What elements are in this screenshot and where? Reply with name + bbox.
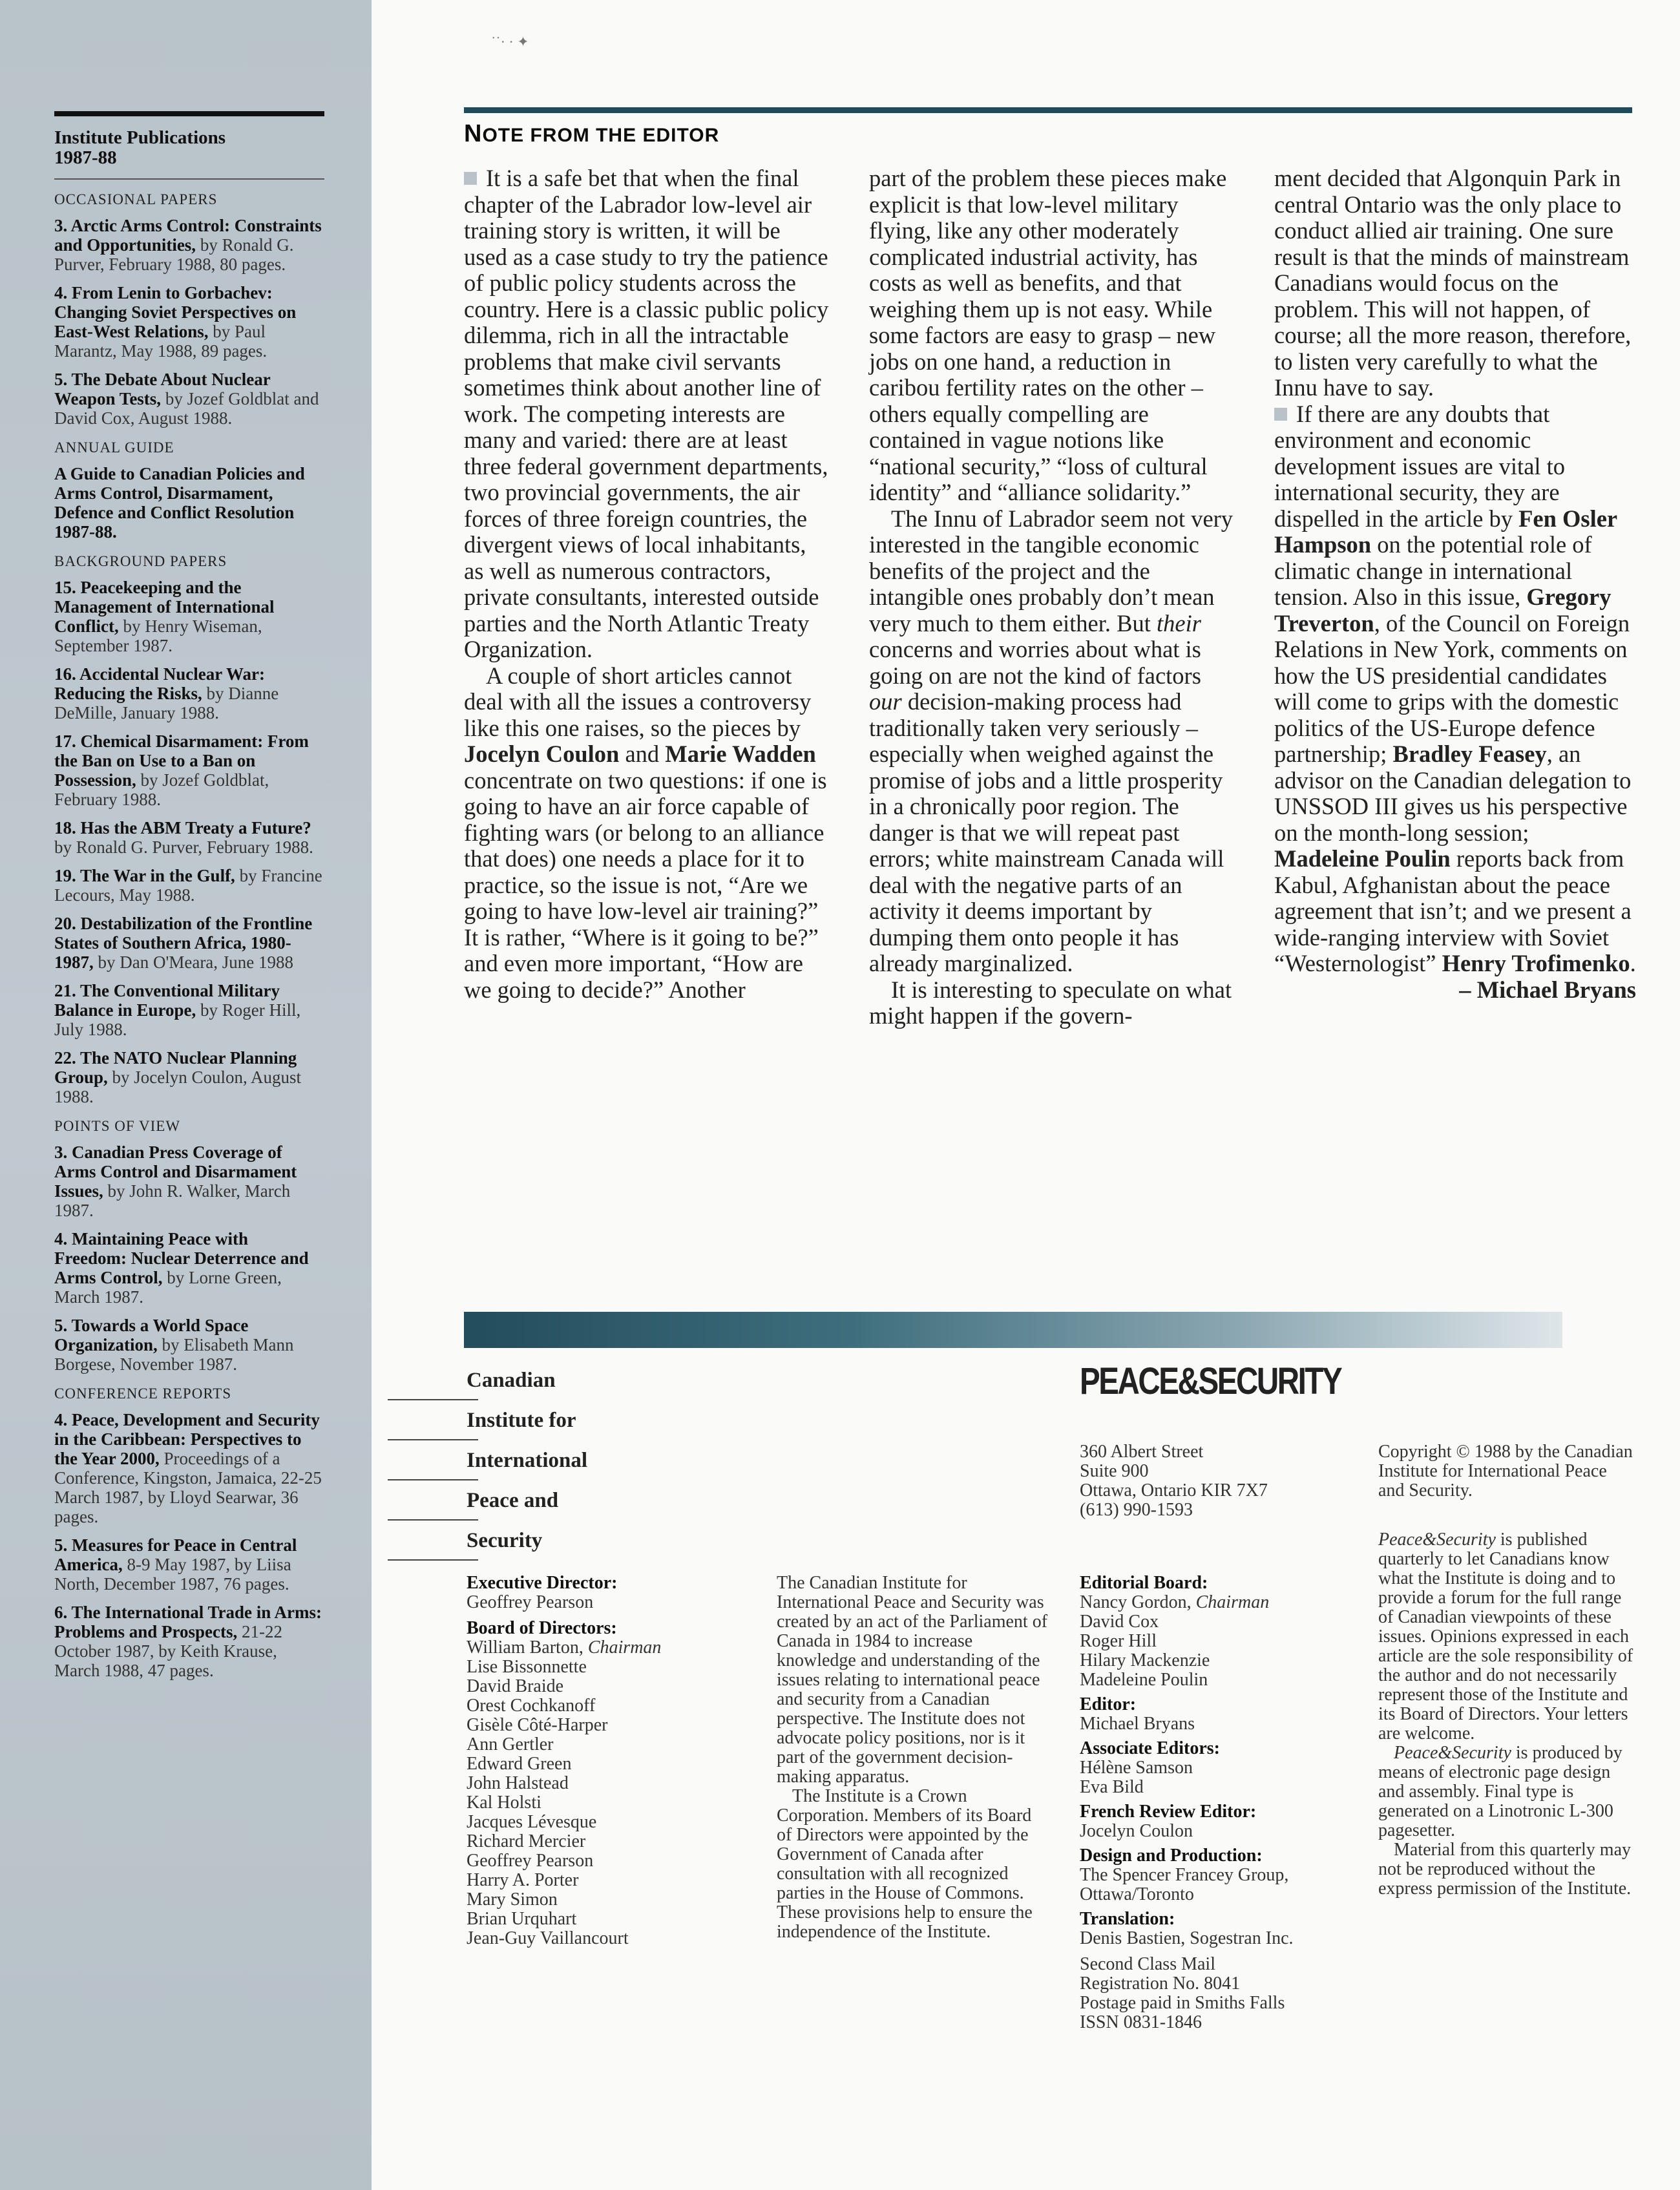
- institute-name-line: [388, 1524, 601, 1564]
- assoc-list: [1080, 1758, 1364, 1797]
- board-member: Jacques Lévesque: [467, 1812, 597, 1832]
- board-label: Board of Directors:: [467, 1618, 617, 1638]
- publication-title: 17. Chemical Disarmament: From the Ban on Use to a Ban on Possession,: [54, 732, 309, 790]
- board-member: John Halstead: [467, 1773, 569, 1793]
- text: reports back from Kabul, Afghanistan about the peace agreement that isn’t; and we present a wide-ranging interview with Soviet “Westernologist”: [1274, 845, 1632, 976]
- institute-name-text: Security: [467, 1529, 543, 1552]
- sidebar-title: [54, 128, 324, 168]
- paragraph: [464, 663, 829, 1004]
- mail-info: [1080, 1955, 1364, 2032]
- exec-label: Executive Director:: [467, 1573, 618, 1593]
- paragraph: [869, 165, 1234, 506]
- mail-line: Registration No. 8041: [1080, 1974, 1241, 1994]
- address-line: Suite 900: [1080, 1461, 1149, 1481]
- publication-item: [54, 464, 324, 542]
- publication-details: by Paul Marantz, May 1988, 89 pages.: [54, 322, 268, 361]
- emphasis: our: [869, 688, 902, 715]
- author-name: Marie Wadden: [665, 741, 816, 767]
- article-column-2: [869, 165, 1234, 1029]
- about-block: [777, 1574, 1048, 1942]
- sidebar-section-heading: CONFERENCE REPORTS: [54, 1385, 232, 1402]
- institute-underline: [388, 1479, 478, 1480]
- text: The Innu of Labrador seem not very interested in the tangible economic benefits of the project and the intangible ones probably don’t mean very much to them either. But: [869, 505, 1234, 637]
- translation-label: Translation:: [1080, 1909, 1175, 1929]
- scan-mark: ˙˙· · ✦: [491, 34, 529, 50]
- board-member: Kal Holsti: [467, 1793, 541, 1813]
- publication-item: [54, 1410, 324, 1526]
- board-chair: [467, 1638, 738, 1658]
- institute-name-text: Institute for: [467, 1409, 576, 1432]
- paragraph: [1274, 165, 1636, 401]
- publication-details: by Dan O'Meara, June 1988: [93, 953, 294, 972]
- heading-initial: N: [464, 120, 483, 147]
- publication-item: [54, 866, 324, 905]
- publication-details: by Elisabeth Mann Borgese, November 1987.: [54, 1335, 294, 1374]
- editor-label: Editor:: [1080, 1694, 1137, 1714]
- publication-title: A Guide to Canadian Policies and Arms Control, Disarmament, Defence and Conflict Resolution 1987-88.: [54, 464, 305, 542]
- text: William Barton,: [467, 1637, 583, 1658]
- publication-details: 8-9 May 1987, by Liisa North, December 1987, 76 pages.: [54, 1555, 291, 1594]
- publication-title: 5. Towards a World Space Organization,: [54, 1316, 249, 1354]
- author-name: Jocelyn Coulon: [464, 741, 620, 767]
- publication-note: [1378, 1530, 1637, 1743]
- french-label: French Review Editor:: [1080, 1802, 1257, 1822]
- publication-title: Peace&Security: [1378, 1530, 1496, 1550]
- publication-item: [54, 1229, 324, 1307]
- mail-line: Second Class Mail: [1080, 1954, 1215, 1974]
- editorial-member: Madeleine Poulin: [1080, 1670, 1208, 1690]
- text: is produced by means of electronic page design and assembly. Final type is generated on a Linotronic L-300 pagesetter.: [1378, 1743, 1622, 1840]
- publication-item: [54, 664, 324, 722]
- sidebar: [0, 0, 372, 2190]
- associate-editor: Hélène Samson: [1080, 1758, 1193, 1778]
- publication-item: [54, 981, 324, 1039]
- publication-title: 4. From Lenin to Gorbachev: Changing Soviet Perspectives on East-West Relations,: [54, 283, 297, 341]
- institute-name-text: Peace and: [467, 1489, 559, 1512]
- paragraph: [1274, 401, 1636, 977]
- publication-details: by Jozef Goldblat and David Cox, August 1988.: [54, 389, 319, 428]
- signature: – Michael Bryans: [1459, 976, 1636, 1003]
- text: ment decided that Algonquin Park in central Ontario was the only place to conduct allied air training. One sure result is that the minds of mainstream Canadians would focus on the problem. This will not happen, of course; all the more reason, therefore, to listen very carefully to what the Innu have to say.: [1274, 165, 1632, 401]
- role: Chairman: [1195, 1592, 1270, 1612]
- translation-name: Denis Bastien, Sogestran Inc.: [1080, 1928, 1294, 1948]
- publication-title: 19. The War in the Gulf,: [54, 866, 235, 885]
- publication-item: [54, 370, 324, 428]
- author-name: Fen Osler Hampson: [1274, 505, 1617, 558]
- paragraph: [869, 977, 1234, 1029]
- publication-item: [54, 732, 324, 809]
- institute-name-line: [388, 1404, 601, 1444]
- publication-details: by Lorne Green, March 1987.: [54, 1268, 282, 1307]
- board-member: Lise Bissonnette: [467, 1657, 587, 1677]
- publication-title: 4. Peace, Development and Security in the Caribbean: Perspectives to the Year 2000,: [54, 1410, 320, 1468]
- publication-title: 6. The International Trade in Arms: Problems and Prospects,: [54, 1603, 322, 1641]
- design-list: [1080, 1866, 1364, 1904]
- heading-rest: OTE FROM THE EDITOR: [482, 125, 720, 146]
- institute-name-line: [388, 1363, 601, 1404]
- emphasis: their: [1157, 609, 1201, 637]
- article-heading: [464, 120, 719, 148]
- editorial-list: [1080, 1612, 1364, 1690]
- publication-title: 21. The Conventional Military Balance in Europe,: [54, 981, 280, 1020]
- publication-item: [54, 1316, 324, 1374]
- institute-name-text: International: [467, 1449, 588, 1472]
- publication-title: 20. Destabilization of the Frontline States of Southern Africa, 1980-1987,: [54, 914, 313, 972]
- paragraph-bullet-icon: [464, 172, 477, 185]
- board-member: Mary Simon: [467, 1890, 558, 1910]
- board-member: Geoffrey Pearson: [467, 1851, 594, 1871]
- author-name: Henry Trofimenko: [1442, 950, 1630, 976]
- author-name: Bradley Feasey: [1392, 741, 1547, 767]
- publication-item: [54, 818, 324, 857]
- publication-details: by Francine Lecours, May 1988.: [54, 866, 322, 905]
- board-member: Jean-Guy Vaillancourt: [467, 1928, 629, 1948]
- publication-item: [54, 1142, 324, 1220]
- publication-title: Peace&Security: [1394, 1743, 1511, 1763]
- publication-item: [54, 1535, 324, 1594]
- text: concerns and worries about what is going on are not the kind of factors: [869, 636, 1201, 689]
- publications-list: [54, 111, 324, 1689]
- sidebar-title-line: Institute Publications: [54, 127, 226, 148]
- institute-name-line: [388, 1444, 601, 1484]
- publication-details: by Ronald G. Purver, February 1988.: [54, 837, 313, 857]
- publication-details: by Roger Hill, July 1988.: [54, 1000, 301, 1039]
- publication-item: [54, 216, 324, 274]
- publication-item: [54, 1603, 324, 1680]
- heading-rule: [464, 107, 1632, 113]
- publication-details: Proceedings of a Conference, Kingston, Jamaica, 22-25 March 1987, by Lloyd Searwar, 36 pages.: [54, 1449, 322, 1526]
- paragraph: [869, 506, 1234, 977]
- paragraph-bullet-icon: [1274, 408, 1287, 421]
- text: , of the Council on Foreign Relations in New York, comments on how the US presidential candidates will come to grips with the domestic politics of the US-Europe defence partnership;: [1274, 609, 1630, 767]
- board-member: Edward Green: [467, 1754, 572, 1774]
- institute-name: [388, 1363, 601, 1564]
- sidebar-section-heading: BACKGROUND PAPERS: [54, 553, 227, 569]
- mail-line: ISSN 0831-1846: [1080, 2012, 1202, 2032]
- publication-details: by Ronald G. Purver, February 1988, 80 pages.: [54, 235, 294, 274]
- publication-title: 5. The Debate About Nuclear Weapon Tests,: [54, 370, 271, 408]
- publication-details: by Jozef Goldblat, February 1988.: [54, 770, 269, 809]
- mail-line: Postage paid in Smiths Falls: [1080, 1993, 1285, 2013]
- text: Nancy Gordon,: [1080, 1592, 1192, 1612]
- publication-details: 21-22 October 1987, by Keith Krause, March 1988, 47 pages.: [54, 1622, 282, 1680]
- editorial-block: [1080, 1574, 1364, 2032]
- article-column-1: [464, 165, 829, 1003]
- publication-item: [54, 578, 324, 655]
- sidebar-section-heading: ANNUAL GUIDE: [54, 439, 174, 456]
- publication-item: [54, 283, 324, 361]
- editorial-chair: [1080, 1593, 1364, 1612]
- publication-logo: PEACE&SECURITY: [1080, 1360, 1341, 1402]
- design-credit: Ottawa/Toronto: [1080, 1884, 1194, 1904]
- editorial-member: David Cox: [1080, 1612, 1159, 1632]
- text: , an advisor on the Canadian delegation to UNSSOD III gives us his perspective on the month-long session;: [1274, 741, 1632, 846]
- institute-underline: [388, 1399, 478, 1400]
- publication-title: 16. Accidental Nuclear War: Reducing the Risks,: [54, 664, 265, 703]
- text: concentrate on two questions: if one is going to have an air force capable of fighting wars (or belong to an alliance that does) one needs a place for it to practice, so the issue is not, “Are we going to have low-level air training?” It is rather, “Where is it going to be?” and even more important, “How are we going to decide?” Another: [464, 766, 827, 1003]
- text: It is a safe bet that when the final chapter of the Labrador low-level air training story is written, it will be used as a case study to try the patience of public policy students across the country. Here is a classic public policy dilemma, rich in all the intractable problems that make civil servants sometimes think about another line of work. The competing interests are many and varied: there are at least three federal government departments, two provincial governments, the air forces of three foreign countries, the divergent views of local inhabitants, as well as numerous contractors, private consultants, interested outside parties and the North Atlantic Treaty Organization.: [464, 165, 829, 662]
- text: and: [619, 741, 666, 767]
- role: Chairman: [587, 1637, 662, 1658]
- about-paragraph: The Canadian Institute for International Peace and Security was created by an act of the Parliament of Canada in 1984 to increase knowledge and understanding of the issues relating to international peace and security from a Canadian perspective. The Institute does not advocate policy positions, nor is it part of the government decision-making apparatus.: [777, 1573, 1048, 1787]
- text: decision-making process had traditionally taken very seriously – especially when weighed against the promise of jobs and a little prosperity in a chronically poor region. The danger is that we will repeat past errors; white mainstream Canada will deal with the negative parts of an activity it deems important by dumping them onto people it has already marginalized.: [869, 688, 1224, 976]
- editor-name: Michael Bryans: [1080, 1714, 1195, 1734]
- publication-title: 3. Arctic Arms Control: Constraints and Opportunities,: [54, 216, 322, 255]
- associate-editor: Eva Bild: [1080, 1777, 1144, 1797]
- text: part of the problem these pieces make explicit is that low-level military flying, like any other moderately complicated industrial activity, has costs as well as benefits, and that weighing them up is not easy. While some factors are easy to grasp – new jobs on one hand, a reduction in caribou fertility rates on the other – others equally compelling are contained in vague notions like “national security,” “loss of cultural identity” and “alliance solidarity.”: [869, 165, 1227, 505]
- board-list: [467, 1658, 738, 1948]
- sidebar-section-heading: OCCASIONAL PAPERS: [54, 191, 218, 207]
- assoc-label: Associate Editors:: [1080, 1738, 1220, 1758]
- board-member: Richard Mercier: [467, 1831, 586, 1851]
- editorial-member: Roger Hill: [1080, 1631, 1157, 1651]
- board-member: Ann Gertler: [467, 1734, 554, 1754]
- publication-item: [54, 914, 324, 972]
- publication-title: 4. Maintaining Peace with Freedom: Nuclear Deterrence and Arms Control,: [54, 1229, 309, 1287]
- board-member: Brian Urquhart: [467, 1909, 577, 1929]
- author-name: Gregory Treverton: [1274, 584, 1612, 637]
- production-note: [1378, 1743, 1637, 1840]
- masthead-gradient-bar: [464, 1312, 1562, 1348]
- sidebar-section-heading: POINTS OF VIEW: [54, 1118, 181, 1134]
- publication-title: 3. Canadian Press Coverage of Arms Control and Disarmament Issues,: [54, 1142, 297, 1201]
- institute-underline: [388, 1559, 478, 1561]
- text: .: [1630, 950, 1636, 976]
- publication-title: 15. Peacekeeping and the Management of International Conflict,: [54, 578, 275, 636]
- exec-name: Geoffrey Pearson: [467, 1592, 594, 1612]
- paragraph: [464, 165, 829, 663]
- design-credit: The Spencer Francey Group,: [1080, 1865, 1289, 1885]
- publication-title: 18. Has the ABM Treaty a Future?: [54, 818, 311, 837]
- board-member: Gisèle Côté-Harper: [467, 1715, 608, 1735]
- sidebar-title-year: 1987-88: [54, 147, 117, 168]
- text: A couple of short articles cannot deal with all the issues a controversy like this one raises, so the pieces by: [464, 662, 812, 741]
- text: If there are any doubts that environment and economic development issues are vital to international security, they are dispelled in the article by: [1274, 400, 1566, 532]
- institute-underline: [388, 1439, 478, 1440]
- text: on the potential role of climatic change in international tension. Also in this issue,: [1274, 531, 1592, 610]
- reproduction-note: Material from this quarterly may not be reproduced without the express permission of the Institute.: [1378, 1840, 1632, 1899]
- board-member: Harry A. Porter: [467, 1870, 579, 1890]
- publication-details: by John R. Walker, March 1987.: [54, 1181, 291, 1220]
- institute-name-text: Canadian: [467, 1369, 556, 1392]
- institute-name-line: [388, 1484, 601, 1524]
- about-paragraph: The Institute is a Crown Corporation. Members of its Board of Directors were appointed by the Government of Canada after consultation with all recognized parties in the House of Commons. These provisions help to ensure the independence of the Institute.: [777, 1786, 1033, 1942]
- article-column-3: [1274, 165, 1636, 1003]
- board-member: Orest Cochkanoff: [467, 1696, 596, 1716]
- address-block: [1080, 1442, 1358, 1520]
- editorial-member: Hilary Mackenzie: [1080, 1650, 1210, 1670]
- text: is published quarterly to let Canadians know what the Institute is doing and to provide a forum for the full range of Canadian viewpoints of these issues. Opinions expressed in each article are the sole responsibility of the author and do not necessarily represent those of the Institute and its Board of Directors. Your letters are welcome.: [1378, 1530, 1633, 1743]
- address-line: 360 Albert Street: [1080, 1442, 1204, 1462]
- design-label: Design and Production:: [1080, 1846, 1263, 1866]
- copyright-block: [1378, 1442, 1637, 1899]
- board-member: David Braide: [467, 1676, 564, 1696]
- text: It is interesting to speculate on what might happen if the govern-: [869, 976, 1232, 1029]
- institute-underline: [388, 1519, 478, 1521]
- sidebar-sections: [54, 191, 324, 1680]
- address-line: (613) 990-1593: [1080, 1500, 1193, 1520]
- publication-details: by Henry Wiseman, September 1987.: [54, 616, 262, 655]
- author-name: Madeleine Poulin: [1274, 845, 1451, 872]
- french-name: Jocelyn Coulon: [1080, 1821, 1193, 1841]
- copyright: Copyright © 1988 by the Canadian Institute for International Peace and Security.: [1378, 1442, 1633, 1500]
- publication-title: 22. The NATO Nuclear Planning Group,: [54, 1048, 297, 1087]
- sidebar-top-rule: [54, 111, 324, 116]
- publication-details: by Dianne DeMille, January 1988.: [54, 684, 279, 722]
- publication-item: [54, 1048, 324, 1106]
- publication-details: by Jocelyn Coulon, August 1988.: [54, 1068, 302, 1106]
- publication-title: 5. Measures for Peace in Central America,: [54, 1535, 297, 1574]
- address-line: Ottawa, Ontario KIR 7X7: [1080, 1480, 1268, 1500]
- editorial-label: Editorial Board:: [1080, 1573, 1208, 1593]
- directors-block: [467, 1574, 738, 1948]
- sidebar-divider: [54, 178, 324, 180]
